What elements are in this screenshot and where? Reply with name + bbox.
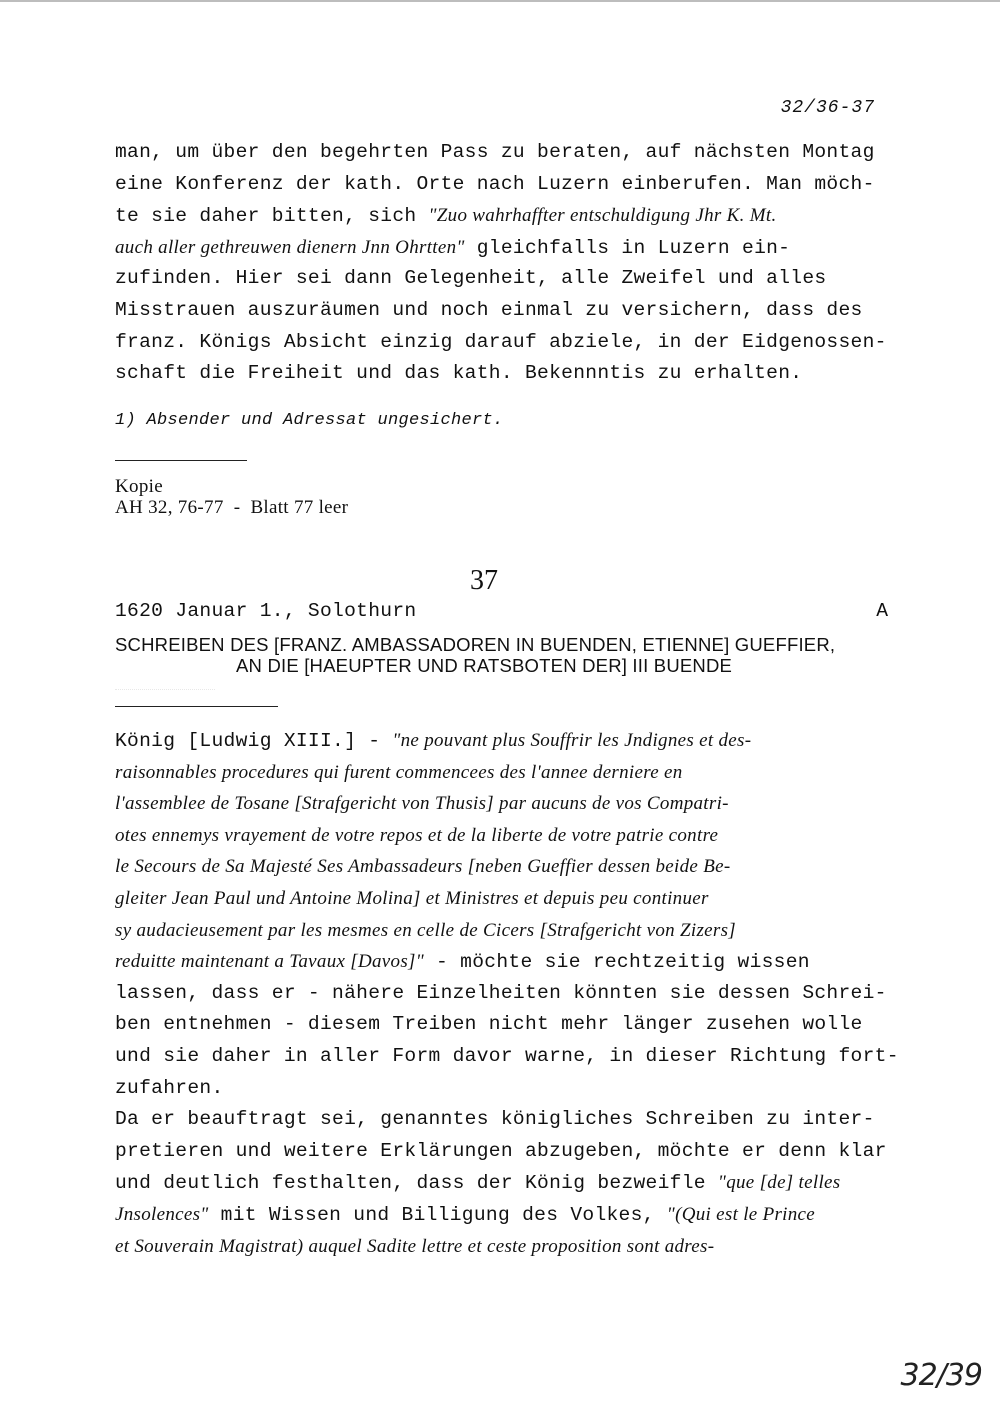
text-line [115, 788, 895, 820]
title-rule [115, 706, 278, 707]
footnote: 1) Absender und Adressat ungesichert. [115, 411, 504, 430]
text-line [115, 327, 895, 358]
faint-mark [115, 689, 215, 690]
text-line [115, 725, 895, 757]
document-title-line-1: SCHREIBEN DES [FRANZ. AMBASSADOREN IN BUENDEN, ETIENNE] GUEFFIER, [115, 634, 836, 655]
document-number: 37 [470, 565, 498, 596]
source-rule [115, 460, 247, 461]
source-type: Kopie [115, 476, 163, 497]
summary-text: König [Ludwig XIII.] - [115, 730, 393, 752]
summary-text: gleichfalls in Luzern ein- [464, 236, 791, 259]
text-line [115, 200, 895, 232]
text-line [115, 1199, 895, 1231]
text-line [115, 232, 895, 264]
text-line [115, 978, 895, 1009]
quoted-source-text: auch aller gethreuwen dienern Jnn Ohrtten" [115, 236, 465, 258]
text-line [115, 820, 895, 852]
quoted-source-text: "ne pouvant plus Souffrir les Jndignes et des- [392, 730, 752, 751]
source-reference: AH 32, 76-77 - Blatt 77 leer [115, 497, 349, 518]
quoted-source-text: le Secours de Sa Majesté Ses Ambassadeurs [neben Gueffier dessen beide Be- [115, 856, 731, 878]
text-line [115, 358, 895, 389]
text-line [115, 851, 895, 883]
quoted-source-text: "que [de] telles [717, 1172, 841, 1194]
summary-text: ben entnehmen - diesem Treiben nicht mehr länger zusehen wolle [115, 1013, 863, 1036]
quoted-source-text: raisonnables procedures qui furent commencees des l'annee derniere en [115, 761, 683, 783]
summary-text: franz. Königs Absicht einzig darauf abziele, in der Eidgenossen- [115, 330, 887, 353]
text-line [115, 915, 895, 947]
page-reference: 32/36-37 [780, 98, 875, 118]
summary-text: pretieren und weitere Erklärungen abzugeben, möchte er denn klar [115, 1139, 887, 1162]
date-place: 1620 Januar 1., Solothurn [115, 600, 417, 622]
top-border [0, 0, 1000, 2]
quoted-source-text: "(Qui est le Prince [666, 1204, 816, 1225]
summary-text: - möchte sie rechtzeitig wissen [424, 951, 810, 974]
text-line [115, 946, 895, 978]
text-line [115, 137, 895, 168]
text-line [115, 1136, 895, 1167]
summary-text: Da er beauftragt sei, genanntes königliches Schreiben zu inter- [115, 1108, 875, 1131]
summary-text: und sie daher in aller Form davor warne, in dieser Richtung fort- [115, 1045, 899, 1067]
text-line [115, 1073, 895, 1104]
quoted-source-text: "Zuo wahrhaffter entschuldigung Jhr K. Mt. [428, 205, 777, 227]
version-marker: A [876, 600, 888, 622]
summary-text: te sie daher bitten, sich [115, 205, 429, 228]
summary-text: Misstrauen auszuräumen und noch einmal zu versichern, dass des [115, 299, 863, 321]
text-line [115, 1104, 895, 1135]
quoted-source-text: Jnsolences" [115, 1204, 209, 1225]
quoted-source-text: sy audacieusement par les mesmes en celle de Cicers [Strafgericht von Zizers] [115, 919, 736, 941]
quoted-source-text: reduitte maintenant a Tavaux [Davos]" [115, 951, 424, 973]
summary-text: mit Wissen und Billigung des Volkes, [208, 1204, 667, 1226]
quoted-source-text: otes ennemys vrayement de votre repos et de la liberte de votre patrie contre [115, 824, 719, 846]
text-line [115, 1041, 899, 1072]
text-line [115, 1167, 895, 1199]
text-line [115, 757, 895, 789]
text-line [115, 1231, 895, 1263]
summary-text: man, um über den begehrten Pass zu beraten, auf nächsten Montag [115, 141, 875, 163]
summary-text: eine Konferenz der kath. Orte nach Luzern einberufen. Man möch- [115, 172, 875, 195]
summary-text: zufinden. Hier sei dann Gelegenheit, alle Zweifel und alles [115, 267, 827, 290]
summary-text: und deutlich festhalten, dass der König bezweifle [115, 1172, 718, 1195]
summary-text: lassen, dass er - nähere Einzelheiten könnten sie dessen Schrei- [115, 981, 887, 1004]
document-title-line-2: AN DIE [HAEUPTER UND RATSBOTEN DER] III BUENDE [236, 655, 733, 676]
summary-text: schaft die Freiheit und das kath. Bekennntis zu erhalten. [115, 362, 803, 385]
text-line [115, 263, 895, 294]
quoted-source-text: l'assemblee de Tosane [Strafgericht von Thusis] par aucuns de vos Compatri- [115, 793, 729, 815]
quoted-source-text: gleiter Jean Paul und Antoine Molina] et Ministres et depuis peu continuer [115, 888, 709, 909]
text-line [115, 169, 895, 200]
quoted-source-text: et Souverain Magistrat) auquel Sadite lettre et ceste proposition sont adres- [115, 1235, 715, 1257]
text-line [115, 295, 895, 326]
handwritten-page-stamp: 32/39 [900, 1358, 982, 1393]
text-line [115, 883, 895, 915]
summary-text: zufahren. [115, 1076, 224, 1099]
text-line [115, 1009, 895, 1040]
